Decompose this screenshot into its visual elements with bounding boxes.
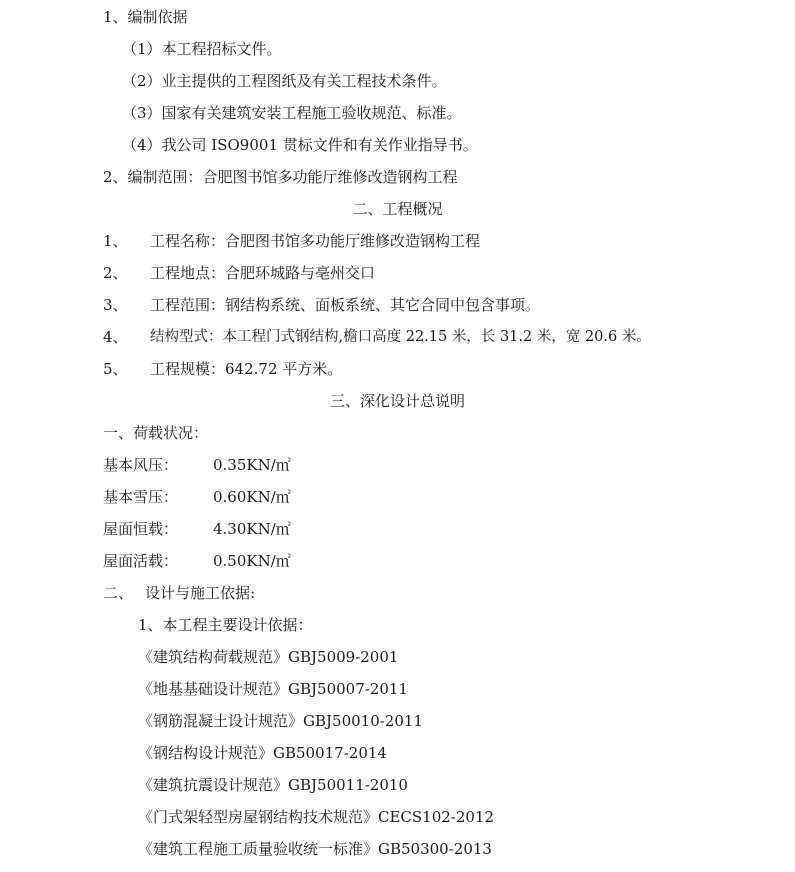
basis-num: 二、 [103,584,134,602]
overview-item-5-num: 5、 [103,360,128,378]
basis-item-2: （2）业主提供的工程图纸及有关工程技术条件。 [122,72,447,90]
code-item-5: 《建筑抗震设计规范》GBJ50011-2010 [138,776,408,794]
code-item-4: 《钢结构设计规范》GB50017-2014 [138,744,387,762]
roof-live-load-value: 0.50KN/㎡ [213,552,291,570]
overview-item-1-text: 工程名称：合肥图书馆多功能厅维修改造钢构工程 [150,232,481,250]
overview-item-3-num: 3、 [103,296,128,314]
overview-item-1-num: 1、 [103,232,128,250]
code-item-1: 《建筑结构荷载规范》GBJ5009-2001 [138,648,399,666]
design-basis-heading: 设计与施工依据: [145,584,256,602]
overview-item-4-text: 结构型式：本工程门式钢结构,檐口高度 22.15 米，长 31.2 米，宽 20.6 米。 [150,329,651,345]
overview-item-4-num: 4、 [103,328,128,346]
wind-load-label: 基本风压： [103,456,179,474]
roof-live-load-label: 屋面活载： [103,552,179,570]
code-item-2: 《地基基础设计规范》GBJ50007-2011 [138,680,408,698]
overview-item-2-text: 工程地点：合肥环城路与亳州交口 [150,264,376,282]
design-basis-sub: 1、本工程主要设计依据： [138,616,313,634]
project-overview-title: 二、工程概况 [352,200,443,218]
design-notes-title: 三、深化设计总说明 [329,392,465,410]
compile-scope: 2、编制范围：合肥图书馆多功能厅维修改造钢构工程 [103,168,458,186]
basis-item-4: （4）我公司 ISO9001 贯标文件和有关作业指导书。 [122,136,478,154]
roof-dead-load-label: 屋面恒载： [103,520,179,538]
overview-item-5-text: 工程规模：642.72 平方米。 [150,360,343,378]
overview-item-3-text: 工程范围：钢结构系统、面板系统、其它合同中包含事项。 [150,296,541,314]
basis-item-3: （3）国家有关建筑安装工程施工验收规范、标准。 [122,104,462,122]
snow-load-value: 0.60KN/㎡ [213,488,291,506]
roof-dead-load-value: 4.30KN/㎡ [213,520,291,538]
overview-item-2-num: 2、 [103,264,128,282]
wind-load-value: 0.35KN/㎡ [213,456,291,474]
loads-heading: 一、荷载状况： [103,424,209,442]
snow-load-label: 基本雪压： [103,488,179,506]
compile-basis-heading: 1、编制依据 [103,8,188,26]
code-item-6: 《门式架轻型房屋钢结构技术规范》CECS102-2012 [138,808,495,826]
basis-item-1: （1）本工程招标文件。 [122,40,282,58]
code-item-3: 《钢筋混凝土设计规范》GBJ50010-2011 [138,712,423,730]
code-item-7: 《建筑工程施工质量验收统一标准》GB50300-2013 [138,840,492,858]
